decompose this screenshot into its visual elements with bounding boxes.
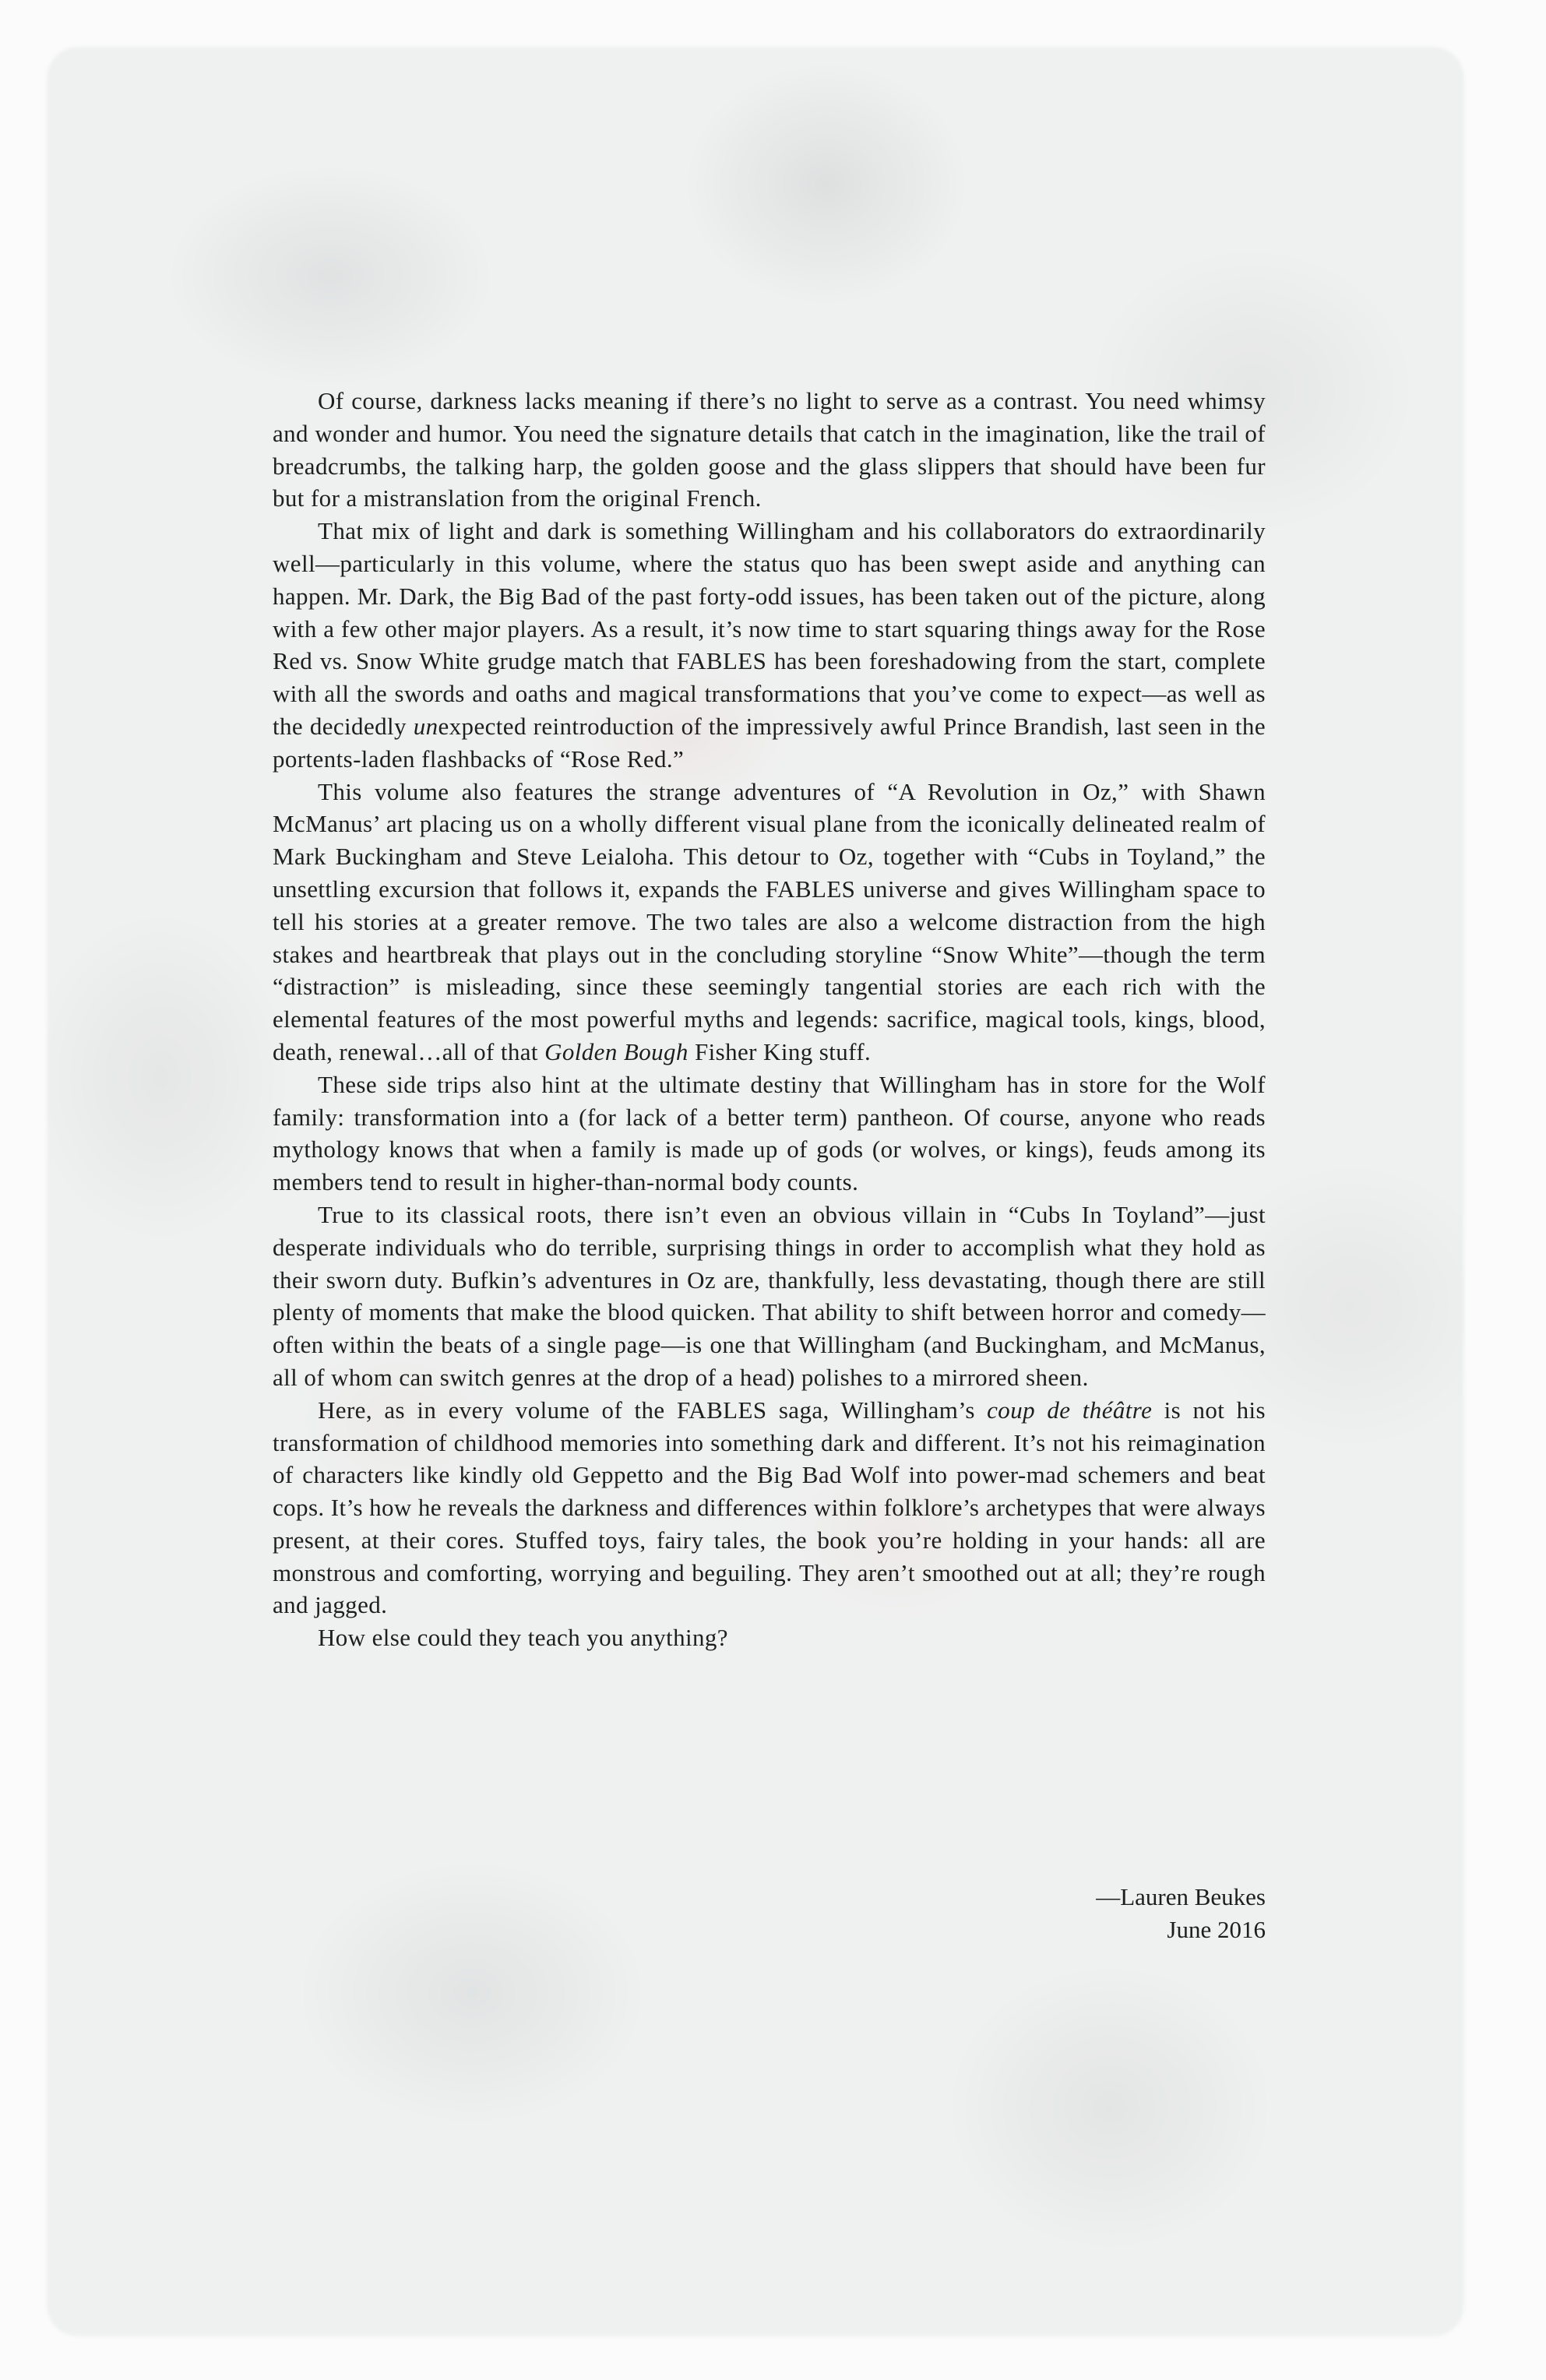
paragraph-text: expected reintroduction of the impressively awful Prince Brandish, last seen in the portents-laden flashbacks of “Rose Red.”: [273, 712, 1266, 773]
paragraph: [273, 1199, 1266, 1394]
paragraph-text: True to its classical roots, there isn’t even an obvious villain in “Cubs In Toyland”—just desperate individuals who do terrible, surprising things in order to accomplish what they hold as their sworn duty. Bufkin’s adventures in Oz are, thankfully, less devastating, though there are still plenty of moments that make the blood quicken. That ability to shift between horror and comedy—often within the beats of a single page—is one that Willingham (and Buckingham, and McManus, all of whom can switch genres at the drop of a head) polishes to a mirrored sheen.: [273, 1200, 1266, 1391]
paragraph-text: Here, as in every volume of the FABLES saga, Willingham’s: [318, 1396, 988, 1424]
signature-block: [1096, 1881, 1266, 1946]
paragraph: [273, 1621, 1266, 1654]
paragraph-text: How else could they teach you anything?: [318, 1624, 728, 1652]
paragraph: [273, 385, 1266, 515]
paragraph: [273, 1394, 1266, 1622]
signature-date: June 2016: [1167, 1915, 1266, 1943]
paragraph-text: That mix of light and dark is something Willingham and his collaborators do extraordinarily well—particularly in this volume, where the status quo has been swept aside and anything can happen. Mr. Dark, the Big Bad of the past forty-odd issues, has been taken out of the picture, along with a few other major players. As a result, it’s now time to start squaring things away for the Rose Red vs. Snow White grudge match that FABLES has been foreshadowing from the start, complete with all the swords and oaths and magical transformations that you’ve come to expect—as well as the decidedly: [273, 517, 1266, 740]
paragraph-text: This volume also features the strange adventures of “A Revolution in Oz,” with Shawn McManus’ art placing us on a wholly different visual plane from the iconically delineated realm of Mark Buckingham and Steve Leialoha. This detour to Oz, together with “Cubs in Toyland,” the unsettling excursion that follows it, expands the FABLES universe and gives Willingham space to tell his stories at a greater remove. The two tales are also a welcome distraction from the high stakes and heartbreak that plays out in the concluding storyline “Snow White”—though the term “distraction” is misleading, since these seemingly tangential stories are each rich with the elemental features of the most powerful myths and legends: sacrifice, magical tools, kings, blood, death, renewal…all of that: [273, 777, 1266, 1065]
paragraph-text: These side trips also hint at the ultimate destiny that Willingham has in store for the Wolf family: transformation into a (for lack of a better term) pantheon. Of course, anyone who reads mythology knows that when a family is made up of gods (or wolves, or kings), feuds among its members tend to result in higher-than-normal body counts.: [273, 1070, 1266, 1196]
paragraph-text: Fisher King stuff.: [688, 1037, 872, 1065]
signature-author: —Lauren Beukes: [1096, 1883, 1266, 1910]
paragraph: [273, 1069, 1266, 1199]
italic-text: un: [413, 712, 438, 740]
paragraph-text: Of course, darkness lacks meaning if there’s no light to serve as a contrast. You need whimsy and wonder and humor. You need the signature details that catch in the imagination, like the trail of breadcrumbs, the talking harp, the golden goose and the glass slippers that should have been fur but for a mistranslation from the original French.: [273, 387, 1266, 512]
italic-text: coup de théâtre: [987, 1396, 1153, 1424]
paragraph: [273, 515, 1266, 775]
paragraph-text: is not his transformation of childhood memories into something dark and different. It’s not his reimagination of characters like kindly old Geppetto and the Big Bad Wolf into power-mad schemers and beat cops. It’s how he reveals the darkness and differences within folklore’s archetypes that were always present, at their cores. Stuffed toys, fairy tales, the book you’re holding in your hands: all are monstrous and comforting, worrying and beguiling. They aren’t smoothed out at all; they’re rough and jagged.: [273, 1396, 1266, 1619]
article-body: [273, 385, 1266, 1654]
paragraph: [273, 776, 1266, 1069]
italic-text: Golden Bough: [544, 1037, 688, 1065]
